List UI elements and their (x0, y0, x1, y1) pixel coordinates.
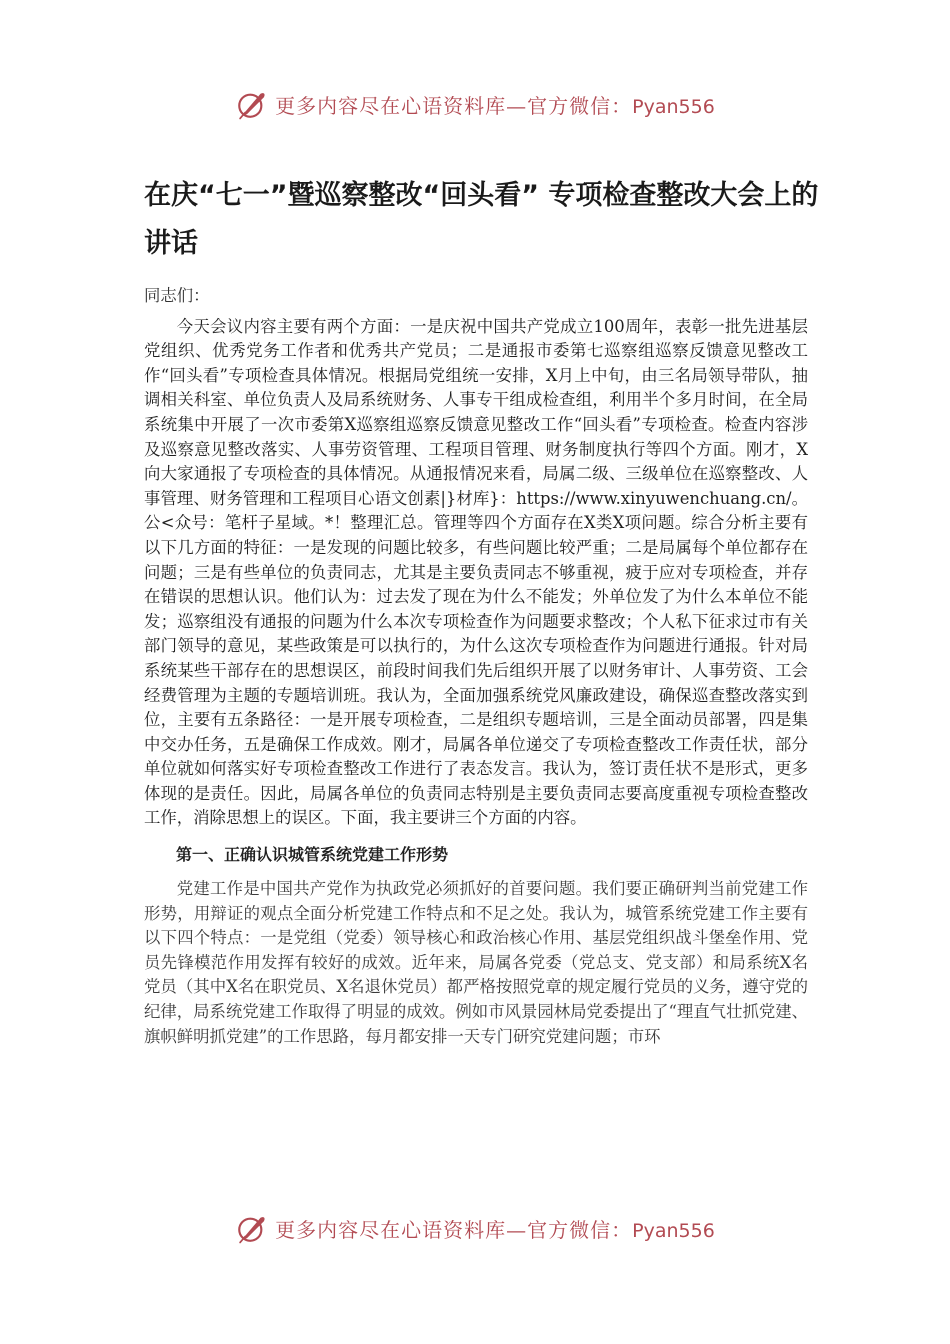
section-heading: 第一、正确认识城管系统党建工作形势 (176, 845, 449, 865)
quill-pen-icon (235, 87, 269, 121)
watermark-footer (0, 1208, 950, 1248)
watermark-header (0, 84, 950, 124)
watermark-wechat-id: Pyan556 (632, 1219, 715, 1242)
watermark-text (275, 90, 715, 119)
section-paragraph: 党建工作是中国共产党作为执政党必须抓好的首要问题。我们要正确研判当前党建工作形势，用辩证的观点全面分析党建工作特点和不足之处。我认为，城管系统党建工作主要有以下四个特点：一是党组（党委）领导核心和政治核心作用、基层党组织战斗堡垒作用、党员先锋模范作用发挥有较好的成效。近年来，局属各党委（党总支、党支部）和局系统X名党员（其中X名在职党员、X名退休党员）都严格按照党章的规定履行党员的义务，遵守党的纪律，局系统党建工作取得了明显的成效。例如市风景园林局党委提出了“理直气壮抓党建、旗帜鲜明抓党建”的工作思路，每月都安排一天专门研究党建问题；市环 (144, 879, 809, 1046)
watermark-label: 官方微信： (527, 1217, 633, 1242)
quill-pen-icon (235, 1211, 269, 1245)
watermark-brand: 更多内容尽在心语资料库 (275, 1217, 507, 1242)
watermark-label: 官方微信： (527, 93, 633, 118)
watermark-separator: — (506, 1217, 528, 1242)
watermark-text (275, 1214, 715, 1243)
watermark-separator: — (506, 93, 528, 118)
body-paragraph: 今天会议内容主要有两个方面：一是庆祝中国共产党成立100周年，表彰一批先进基层党组织、优秀党务工作者和优秀共产党员；二是通报市委第七巡察组巡察反馈意见整改工作“回头看”专项检查具体情况。根据局党组统一安排，X月上中旬，由三名局领导带队，抽调相关科室、单位负责人及局系统财务、人事专干组成检查组，利用半个多月时间，在全局系统集中开展了一次市委第X巡察组巡察反馈意见整改工作“回头看”专项检查。检查内容涉及巡察意见整改落实、人事劳资管理、工程项目管理、财务制度执行等四个方面。刚才，X向大家通报了专项检查的具体情况。从通报情况来看，局属二级、三级单位在巡察整改、人事管理、财务管理和工程项目心语文创素|}材库}：https://www.xinyuwenchuang.cn/。公<众号：笔杆子星域。*！整理汇总。管理等四个方面存在X类X项问题。综合分析主要有以下几方面的特征：一是发现的问题比较多，有些问题比较严重；二是局属每个单位都存在问题；三是有些单位的负责同志，尤其是主要负责同志不够重视，疲于应对专项检查，并存在错误的思想认识。他们认为：过去发了现在为什么不能发；外单位发了为什么本单位不能发；巡察组没有通报的问题为什么本次专项检查作为问题要求整改；个人私下征求过市有关部门领导的意见，某些政策是可以执行的，为什么这次专项检查作为问题进行通报。针对局系统某些干部存在的思想误区，前段时间我们先后组织开展了以财务审计、人事劳资、工会经费管理为主题的专题培训班。我认为，全面加强系统党风廉政建设，确保巡查整改落实到位，主要有五条路径：一是开展专项检查，二是组织专题培训，三是全面动员部署，四是集中交办任务，五是确保工作成效。刚才，局属各单位递交了专项检查整改工作责任状，部分单位就如何落实好专项检查整改工作进行了表态发言。我认为，签订责任状不是形式，更多体现的是责任。因此，局属各单位的负责同志特别是主要负责同志要高度重视专项检查整改工作，消除思想上的误区。下面，我主要讲三个方面的内容。 (144, 316, 808, 828)
watermark-brand: 更多内容尽在心语资料库 (275, 93, 507, 118)
document-body (144, 284, 808, 1049)
salutation: 同志们： (144, 286, 210, 305)
document-title: 在庆“七一”暨巡察整改“回头看” 专项检查整改大会上的讲话 (144, 180, 819, 259)
watermark-wechat-id: Pyan556 (632, 95, 715, 118)
